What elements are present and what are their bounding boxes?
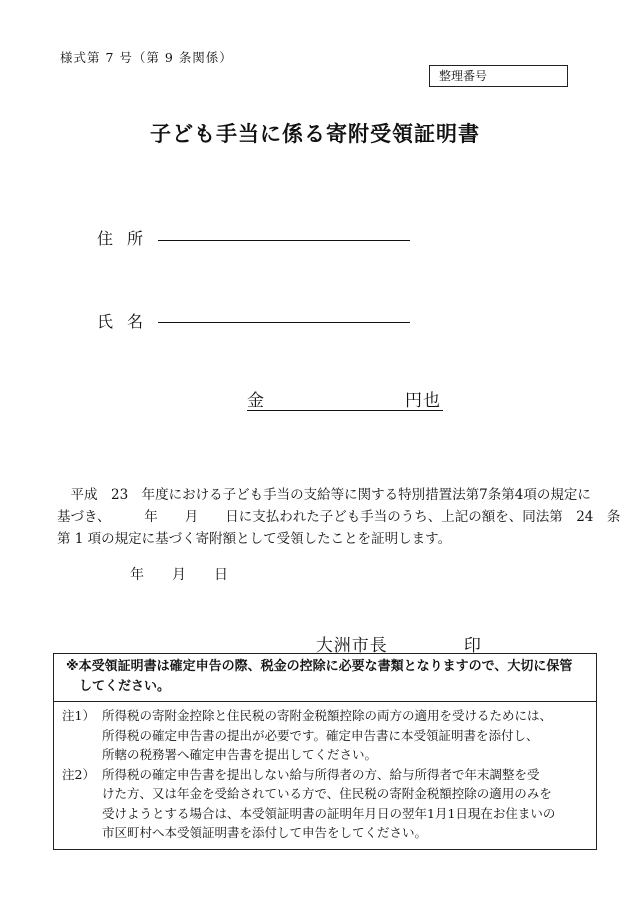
notice-heading-line: ※本受領証明書は確定申告の際、税金の控除に必要な書類となりますので、大切に保管 [66, 659, 573, 674]
form-number: 様式第 7 号（第 9 条関係） [60, 50, 233, 65]
notes-section [54, 702, 596, 849]
note-label: 注2） [62, 766, 95, 782]
document-title: 子ども手当に係る寄附受領証明書 [150, 122, 480, 146]
certification-line: 第 1 項の規定に基づく寄附額として受領したことを証明します。 [57, 531, 452, 547]
certification-line: 平成 23 年度における子ども手当の支給等に関する特別措置法第7条第4項の規定に [57, 487, 591, 503]
note-1 [62, 706, 588, 765]
note-line: 所轄の税務署へ確定申告書を提出してください。 [102, 747, 378, 762]
reference-number-box[interactable] [429, 65, 568, 87]
mayor-signature [303, 611, 482, 656]
note-line: 所得税の寄附金控除と住民税の寄附金税額控除の両方の適用を受けるためには、 [102, 708, 553, 723]
note-line: けた方、又は年金を受給されている方で、住民税の寄附金税額控除の適用のみを [102, 786, 552, 801]
note-line: 受けようとする場合は、本受領証明書の証明年月日の翌年1月1日現在お住まいの [102, 805, 556, 821]
amount-field[interactable] [247, 386, 443, 411]
amount-suffix: 円也 [405, 391, 441, 411]
notice-heading [54, 654, 596, 702]
note-2 [62, 765, 588, 843]
note-line: 所得税の確定申告書を提出しない給与所得者の方、給与所得者で年末調整を受 [102, 766, 540, 782]
name-label: 氏名 [97, 312, 158, 331]
mayor-title: 大洲市長 [315, 636, 388, 656]
note-line: 市区町村へ本受領証明書を添付して申告をしてください。 [102, 825, 428, 840]
note-label: 注1） [62, 708, 95, 723]
address-label: 住所 [97, 229, 158, 248]
amount-prefix: 金 [247, 391, 264, 411]
reference-number-label: 整理番号 [439, 69, 488, 83]
notice-heading-line: してください。 [79, 679, 171, 694]
note-line: 所得税の確定申告書の提出が必要です。確定申告書に本受領証明書を添付し、 [102, 727, 539, 743]
issue-date-line: 年 月 日 [130, 567, 228, 583]
address-field-line[interactable] [158, 240, 410, 241]
seal-mark: 印 [463, 636, 482, 656]
certification-text [57, 484, 621, 550]
certification-line: 基づき、 年 月 日に支払われた子ども手当のうち、上記の額を、同法第 24 条 [57, 509, 621, 525]
name-field-line[interactable] [158, 322, 410, 323]
notice-box [53, 653, 597, 850]
